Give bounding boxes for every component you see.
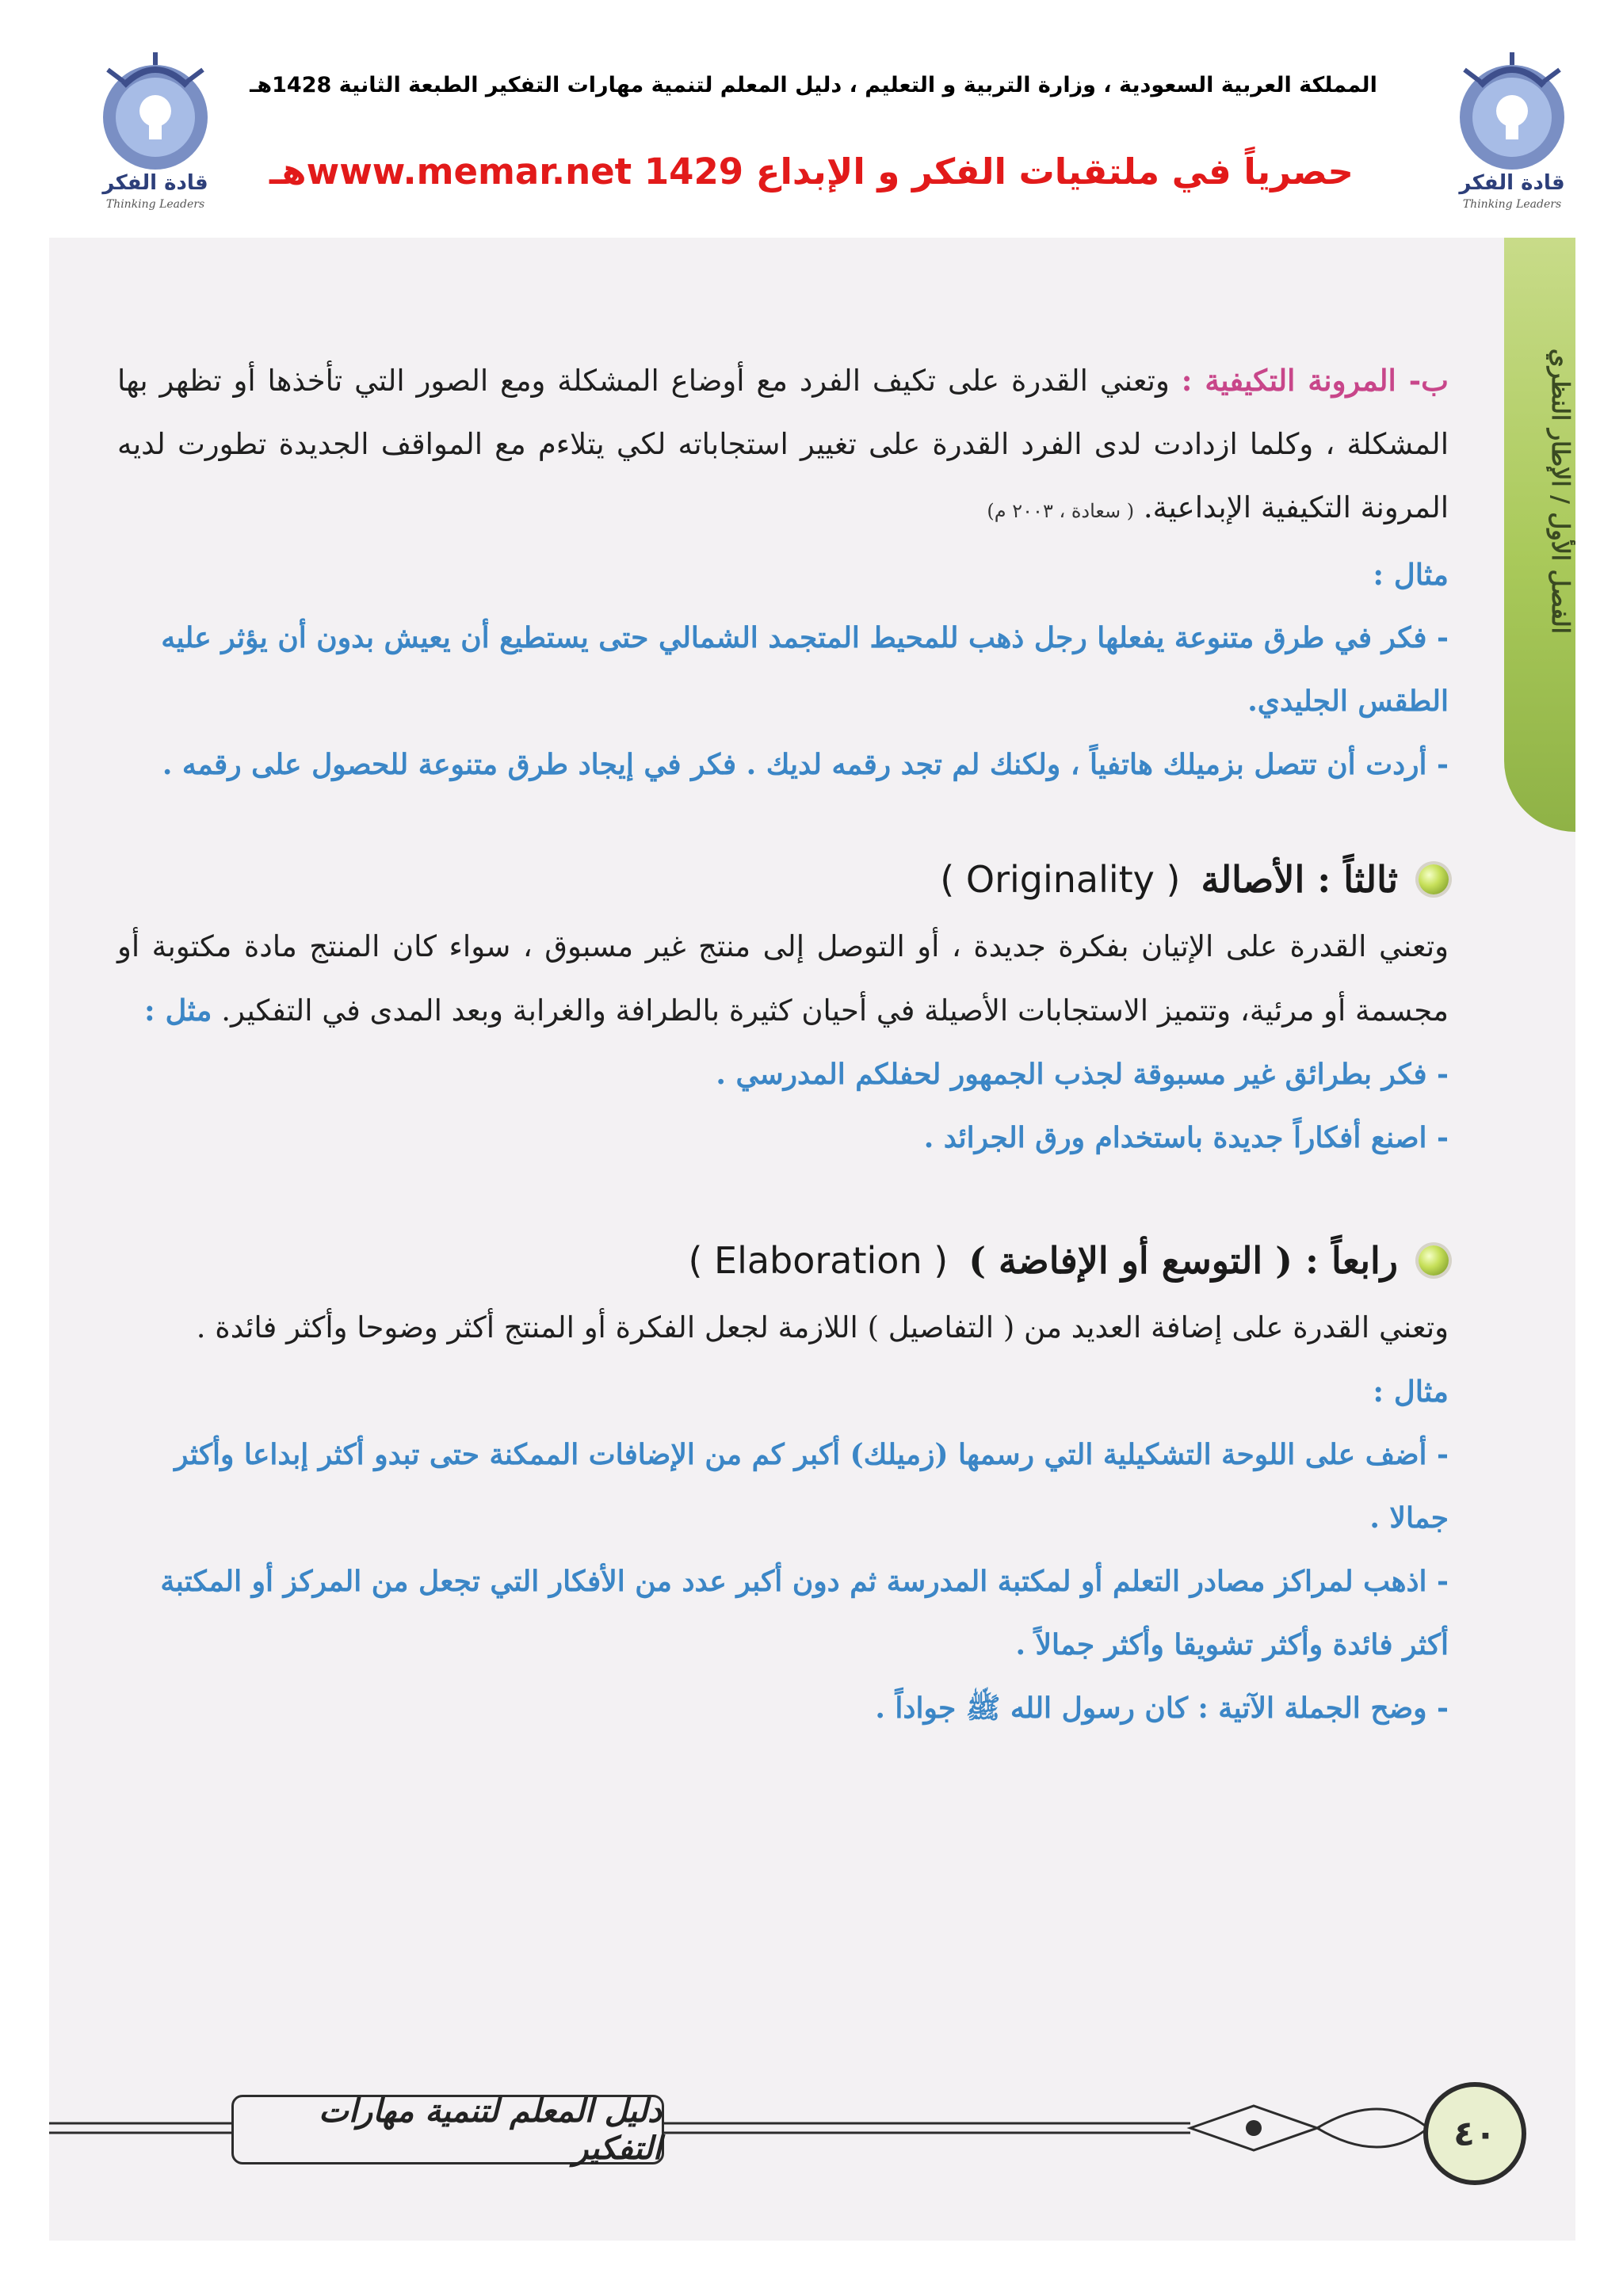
elaboration-title-en: ( Elaboration ) [688,1239,949,1282]
flex-paragraph [117,349,1449,543]
header-site-line: حصرياً في ملتقيات الفكر و الإبداع www.memar.net 1429هـ [269,151,1354,193]
elaboration-text: وتعني القدرة على إضافة العديد من ( التفاصيل ) اللازمة لجعل الفكرة أو المنتج أكثر وضوحا وأكثر فائدة . [196,1310,1449,1344]
flex-text: وتعني القدرة على تكيف الفرد مع أوضاع المشكلة ومع الصور التي تأخذها أو تظهر بها المشكلة ، وكلما ازدادت لدى الفرد القدرة على تغيير استجاباته لكي يتلاءم مع المواقف الجديدة تطورت لديه المرونة التكيفية الإبداعية. [117,364,1449,524]
page-footer [49,2074,1575,2193]
chapter-side-tab-label: الفصل الأول / الإطار النظري [1546,349,1574,634]
green-bullet-icon [1419,1245,1449,1276]
scanned-page [49,238,1575,2241]
logo-text-ar: قادة الفكر [1459,171,1565,195]
thinking-leaders-logo-left [76,38,235,220]
elaboration-example-label: مثال : [1373,1374,1449,1409]
flex-citation: ( سعادة ، ٢٠٠٣ م) [987,500,1135,522]
originality-paragraph [117,915,1449,1043]
header-ministry-line: المملكة العربية السعودية ، وزارة التربية و التعليم ، دليل المعلم لتنمية مهارات التفكير الطبعة الثانية 1428هـ [250,73,1377,97]
flex-heading: ب- المرونة التكيفية : [1181,363,1449,398]
page-number: ٤٠ [1423,2082,1526,2185]
elaboration-example-3: - وضح الجملة الآتية : كان رسول الله ﷺ جواداً . [875,1691,1449,1725]
originality-example-2: - اصنع أفكاراً جديدة باستخدام ورق الجرائد . [923,1121,1449,1154]
originality-title-ar: ثالثاً : الأصالة [1201,858,1398,901]
flex-example-label: مثال : [1373,557,1449,592]
originality-heading [117,844,1449,915]
elaboration-heading [117,1225,1449,1296]
originality-text: وتعني القدرة على الإتيان بفكرة جديدة ، أو التوصل إلى منتج غير مسبوق ، سواء كان المنتج مادة مكتوبة أو مجسمة أو مرئية، وتتميز الاستجابات الأصيلة في أحيان كثيرة بالطرافة والغرابة وبعد المدى في التفكير. [117,929,1449,1028]
thinking-leaders-logo-right [1433,38,1591,220]
footer-book-title: دليل المعلم لتنمية مهارات التفكير [231,2095,664,2164]
logo-text-en: Thinking Leaders [1462,198,1562,211]
originality-example-label: مثل : [143,993,212,1028]
elaboration-title-ar: رابعاً : ( التوسع أو الإفاضة ) [968,1239,1398,1282]
chapter-side-tab [1504,238,1575,832]
elaboration-example-1: - أضف على اللوحة التشكيلية التي رسمها (زميلك) أكبر كم من الإضافات الممكنة حتى تبدو أكثر إبداعا وأكثر جمالا . [174,1438,1449,1535]
green-bullet-icon [1419,864,1449,894]
page-content [117,349,1449,1740]
logo-text-en: Thinking Leaders [105,198,205,211]
flex-example-2: - أردت أن تتصل بزميلك هاتفياً ، ولكنك لم تجد رقمه لديك . فكر في إيجاد طرق متنوعة للحصول على رقمه . [162,748,1449,781]
originality-example-1: - فكر بطرائق غير مسبوقة لجذب الجمهور لحفلكم المدرسي . [716,1058,1449,1091]
logo-text-ar: قادة الفكر [102,171,208,195]
flex-example-1: - فكر في طرق متنوعة يفعلها رجل ذهب للمحيط المتجمد الشمالي حتى يستطيع أن يعيش بدون أن يؤثر عليه الطقس الجليدي. [161,621,1449,718]
elaboration-example-2: - اذهب لمراكز مصادر التعلم أو لمكتبة المدرسة ثم دون أكبر عدد من الأفكار التي تجعل من المركز أو المكتبة أكثر فائدة وأكثر تشويقا وأكثر جمالاً . [160,1565,1449,1661]
originality-title-en: ( Originality ) [940,858,1181,901]
